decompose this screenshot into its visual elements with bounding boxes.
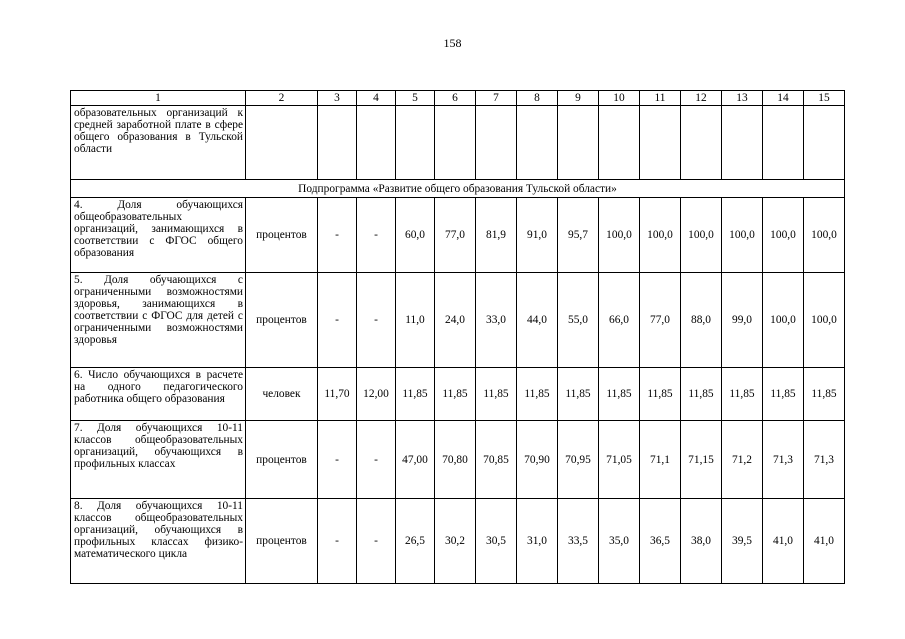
value-cell: 26,5 <box>396 499 435 584</box>
value-cell: - <box>318 421 357 499</box>
subprogram-title: Подпрограмма «Развитие общего образования Тульской области» <box>71 180 845 198</box>
unit-cell: процентов <box>246 499 318 584</box>
value-cell: 71,3 <box>763 421 804 499</box>
value-cell: 100,0 <box>681 198 722 273</box>
value-cell: 88,0 <box>681 273 722 368</box>
header-cell: 8 <box>517 91 558 106</box>
value-cell: 11,85 <box>396 368 435 421</box>
value-cell: 11,85 <box>435 368 476 421</box>
value-cell: 70,95 <box>558 421 599 499</box>
value-cell: - <box>318 198 357 273</box>
value-cell: - <box>357 198 396 273</box>
value-cell: 12,00 <box>357 368 396 421</box>
header-cell: 7 <box>476 91 517 106</box>
value-cell: 100,0 <box>722 198 763 273</box>
table-row <box>71 273 845 368</box>
value-cell: 44,0 <box>517 273 558 368</box>
header-cell: 15 <box>804 91 845 106</box>
header-cell: 5 <box>396 91 435 106</box>
value-cell: 11,85 <box>763 368 804 421</box>
empty-cell <box>318 106 357 180</box>
value-cell: 24,0 <box>435 273 476 368</box>
value-cell: 77,0 <box>435 198 476 273</box>
page-number: 158 <box>443 36 462 50</box>
value-cell: 11,85 <box>681 368 722 421</box>
value-cell: 100,0 <box>804 198 845 273</box>
empty-cell <box>763 106 804 180</box>
empty-cell <box>558 106 599 180</box>
value-cell: 100,0 <box>763 273 804 368</box>
table-row <box>71 198 845 273</box>
value-cell: 11,85 <box>722 368 763 421</box>
value-cell: 47,00 <box>396 421 435 499</box>
unit-cell: человек <box>246 368 318 421</box>
empty-cell <box>599 106 640 180</box>
header-cell: 4 <box>357 91 396 106</box>
continuation-cell: образовательных организаций к средней заработной плате в сфере общего образования в Тульской области <box>71 106 246 180</box>
table-row <box>71 499 845 584</box>
header-cell: 3 <box>318 91 357 106</box>
value-cell: 95,7 <box>558 198 599 273</box>
value-cell: - <box>357 421 396 499</box>
value-cell: 70,90 <box>517 421 558 499</box>
header-row <box>71 91 845 106</box>
value-cell: 31,0 <box>517 499 558 584</box>
value-cell: 11,85 <box>517 368 558 421</box>
value-cell: - <box>318 273 357 368</box>
header-cell: 12 <box>681 91 722 106</box>
value-cell: 100,0 <box>804 273 845 368</box>
indicator-name: 5. Доля обучающихся с ограниченными возможностями здоровья, занимающихся в соответствии с ФГОС для детей с ограниченными возможностями здоровья <box>71 273 246 368</box>
value-cell: 91,0 <box>517 198 558 273</box>
header-cell: 9 <box>558 91 599 106</box>
value-cell: 35,0 <box>599 499 640 584</box>
unit-cell: процентов <box>246 198 318 273</box>
header-cell: 1 <box>71 91 246 106</box>
empty-cell <box>246 106 318 180</box>
value-cell: 100,0 <box>763 198 804 273</box>
indicator-name: 8. Доля обучающихся 10-11 классов общеобразовательных организаций, обучающихся в профильных классах физико-математического цикла <box>71 499 246 584</box>
indicator-name: 6. Число обучающихся в расчете на одного педагогического работника общего образования <box>71 368 246 421</box>
indicators-table <box>70 90 845 584</box>
value-cell: 71,3 <box>804 421 845 499</box>
value-cell: 11,70 <box>318 368 357 421</box>
empty-cell <box>435 106 476 180</box>
value-cell: 11,0 <box>396 273 435 368</box>
empty-cell <box>396 106 435 180</box>
empty-cell <box>476 106 517 180</box>
value-cell: 33,0 <box>476 273 517 368</box>
value-cell: 30,2 <box>435 499 476 584</box>
value-cell: - <box>357 273 396 368</box>
empty-cell <box>640 106 681 180</box>
header-cell: 2 <box>246 91 318 106</box>
value-cell: 66,0 <box>599 273 640 368</box>
empty-cell <box>681 106 722 180</box>
value-cell: 71,2 <box>722 421 763 499</box>
indicator-name: 4. Доля обучающихся общеобразовательных организаций, занимающихся в соответствии с ФГОС общего образования <box>71 198 246 273</box>
empty-cell <box>357 106 396 180</box>
value-cell: 33,5 <box>558 499 599 584</box>
value-cell: 11,85 <box>558 368 599 421</box>
value-cell: 77,0 <box>640 273 681 368</box>
value-cell: 71,05 <box>599 421 640 499</box>
continuation-row <box>71 106 845 180</box>
empty-cell <box>722 106 763 180</box>
table-row <box>71 421 845 499</box>
value-cell: 71,15 <box>681 421 722 499</box>
value-cell: 60,0 <box>396 198 435 273</box>
value-cell: - <box>357 499 396 584</box>
header-cell: 14 <box>763 91 804 106</box>
value-cell: 55,0 <box>558 273 599 368</box>
value-cell: 11,85 <box>476 368 517 421</box>
header-cell: 10 <box>599 91 640 106</box>
empty-cell <box>517 106 558 180</box>
value-cell: 99,0 <box>722 273 763 368</box>
value-cell: 70,80 <box>435 421 476 499</box>
header-cell: 11 <box>640 91 681 106</box>
empty-cell <box>804 106 845 180</box>
value-cell: 70,85 <box>476 421 517 499</box>
value-cell: 11,85 <box>804 368 845 421</box>
value-cell: 11,85 <box>640 368 681 421</box>
subprogram-row <box>71 180 845 198</box>
value-cell: 38,0 <box>681 499 722 584</box>
value-cell: 100,0 <box>640 198 681 273</box>
value-cell: 11,85 <box>599 368 640 421</box>
unit-cell: процентов <box>246 421 318 499</box>
value-cell: 36,5 <box>640 499 681 584</box>
value-cell: 71,1 <box>640 421 681 499</box>
value-cell: 41,0 <box>804 499 845 584</box>
header-cell: 6 <box>435 91 476 106</box>
value-cell: 30,5 <box>476 499 517 584</box>
table-row <box>71 368 845 421</box>
indicator-name: 7. Доля обучающихся 10-11 классов общеобразовательных организаций, обучающихся в профильных классах <box>71 421 246 499</box>
unit-cell: процентов <box>246 273 318 368</box>
value-cell: 39,5 <box>722 499 763 584</box>
header-cell: 13 <box>722 91 763 106</box>
value-cell: 41,0 <box>763 499 804 584</box>
value-cell: - <box>318 499 357 584</box>
value-cell: 100,0 <box>599 198 640 273</box>
value-cell: 81,9 <box>476 198 517 273</box>
